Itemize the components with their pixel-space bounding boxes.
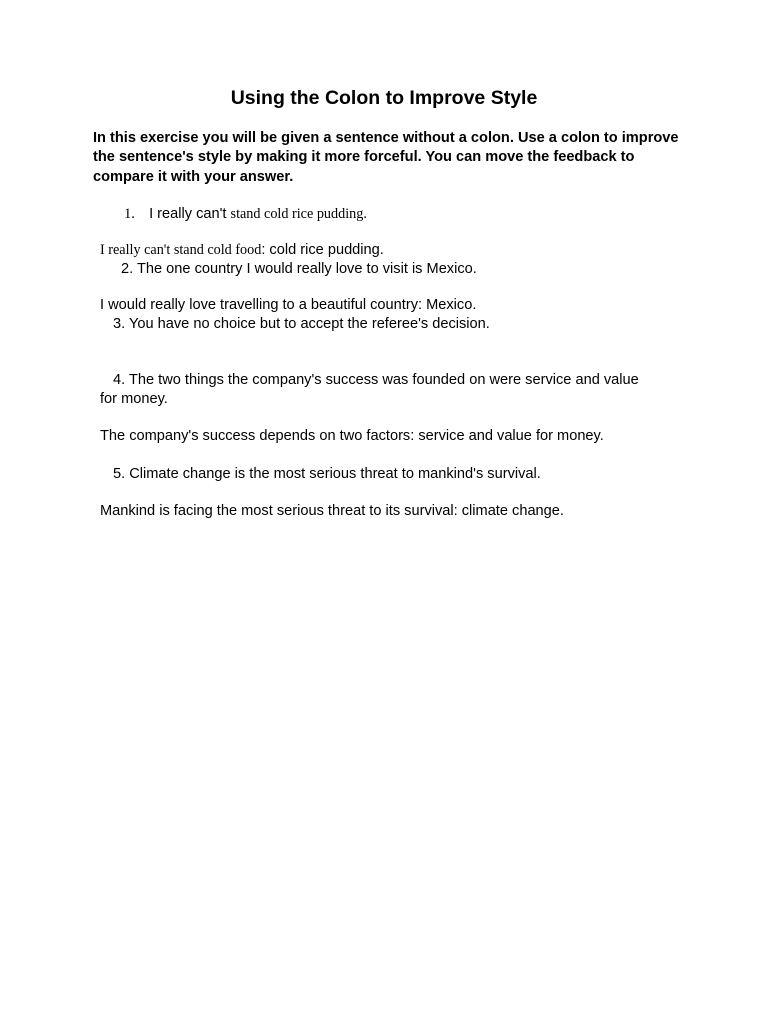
answer-5: Mankind is facing the most serious threat to its survival: climate change. [100,503,564,519]
answer-1-rest: : cold rice pudding. [261,242,384,258]
question-1-text-end: stand cold rice pudding. [230,206,367,222]
question-4: 4. The two things the company's success was founded on were service and value for money. [100,372,639,407]
instructions-paragraph: In this exercise you will be given a sentence without a colon. Use a colon to improve the sentence's style by making it more forceful. You can move the feedback to compare it with your answer. [93,130,679,185]
answer-1 [100,241,384,260]
answer-4: The company's success depends on two factors: service and value for money. [100,428,604,444]
answer-2: I would really love travelling to a beautiful country: Mexico. [100,297,477,313]
question-2: 2. The one country I would really love to visit is Mexico. [121,261,477,277]
question-5: 5. Climate change is the most serious threat to mankind's survival. [113,466,541,482]
question-1 [124,205,367,224]
answer-1-serif-part: I really can't stand cold food [100,242,262,258]
question-1-text-start: I really can't [149,206,231,222]
page-title: Using the Colon to Improve Style [230,87,538,109]
question-1-number: 1. [124,206,135,222]
question-3: 3. You have no choice but to accept the referee's decision. [113,316,490,332]
